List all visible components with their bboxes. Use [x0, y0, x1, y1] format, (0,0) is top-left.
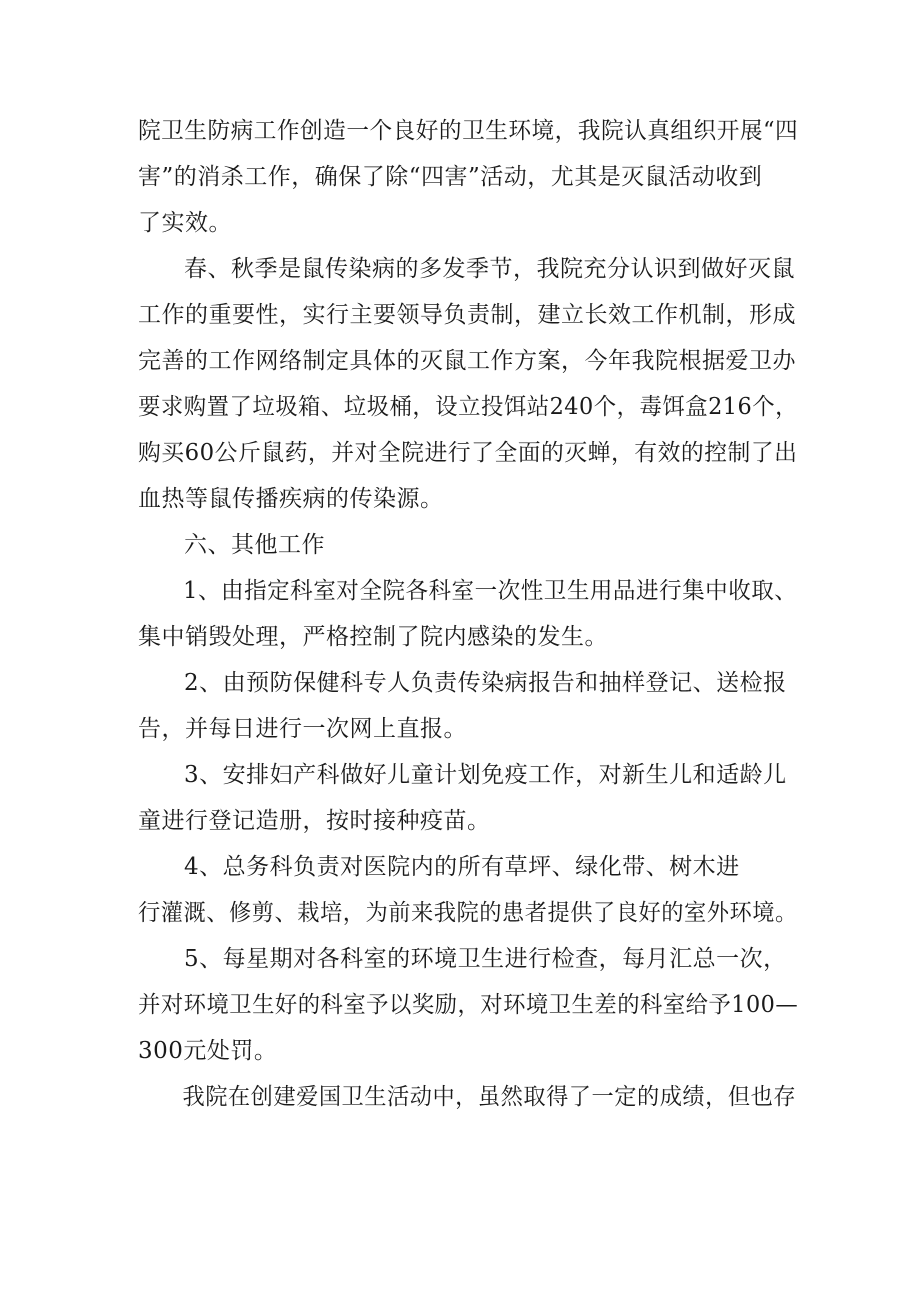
- text-line: 告，并每日进行一次网上直报。: [138, 716, 467, 742]
- text-line: 3、安排妇产科做好儿童计划免疫工作，对新生儿和适龄儿: [184, 762, 787, 788]
- text-line: 1、由指定科室对全院各科室一次性卫生用品进行集中收取、: [183, 578, 798, 604]
- text-line: 5、每星期对各科室的环境卫生进行检查，每月汇总一次，: [184, 946, 787, 972]
- text-line: 集中销毁处理，严格控制了院内感染的发生。: [138, 624, 608, 650]
- text-line: 工作的重要性，实行主要领导负责制，建立长效工作机制，形成: [138, 302, 796, 328]
- text-line: 4、总务科负责对医院内的所有草坪、绿化带、树木进: [184, 854, 740, 880]
- text-line: 并对环境卫生好的科室予以奖励，对环境卫生差的科室给予100—: [138, 992, 799, 1018]
- text-line: 2、由预防保健科专人负责传染病报告和抽样登记、送检报: [184, 670, 787, 696]
- text-line: 童进行登记造册，按时接种疫苗。: [138, 808, 491, 834]
- text-line: 我院在创建爱国卫生活动中，虽然取得了一定的成绩，但也存: [182, 1084, 797, 1110]
- text-line: 要求购置了垃圾箱、垃圾桶，设立投饵站240个，毒饵盒216个，: [138, 394, 798, 420]
- text-line: 行灌溉、修剪、栽培，为前来我院的患者提供了良好的室外环境。: [138, 900, 798, 926]
- text-line: 害”的消杀工作，确保了除“四害”活动，尤其是灭鼠活动收到: [138, 164, 763, 190]
- body-text: [138, 108, 798, 1120]
- text-line: 六、其他工作: [184, 532, 325, 558]
- text-line: 购买60公斤鼠药，并对全院进行了全面的灭蝉，有效的控制了出: [138, 440, 798, 466]
- text-line: 了实效。: [138, 210, 232, 236]
- text-line: 300元处罚。: [138, 1038, 278, 1064]
- text-line: 院卫生防病工作创造一个良好的卫生环境，我院认真组织开展“四: [138, 118, 799, 144]
- text-line: 春、秋季是鼠传染病的多发季节，我院充分认识到做好灭鼠: [184, 256, 795, 282]
- text-line: 血热等鼠传播疾病的传染源。: [138, 486, 444, 512]
- text-line: 完善的工作网络制定具体的灭鼠工作方案，今年我院根据爱卫办: [138, 348, 796, 374]
